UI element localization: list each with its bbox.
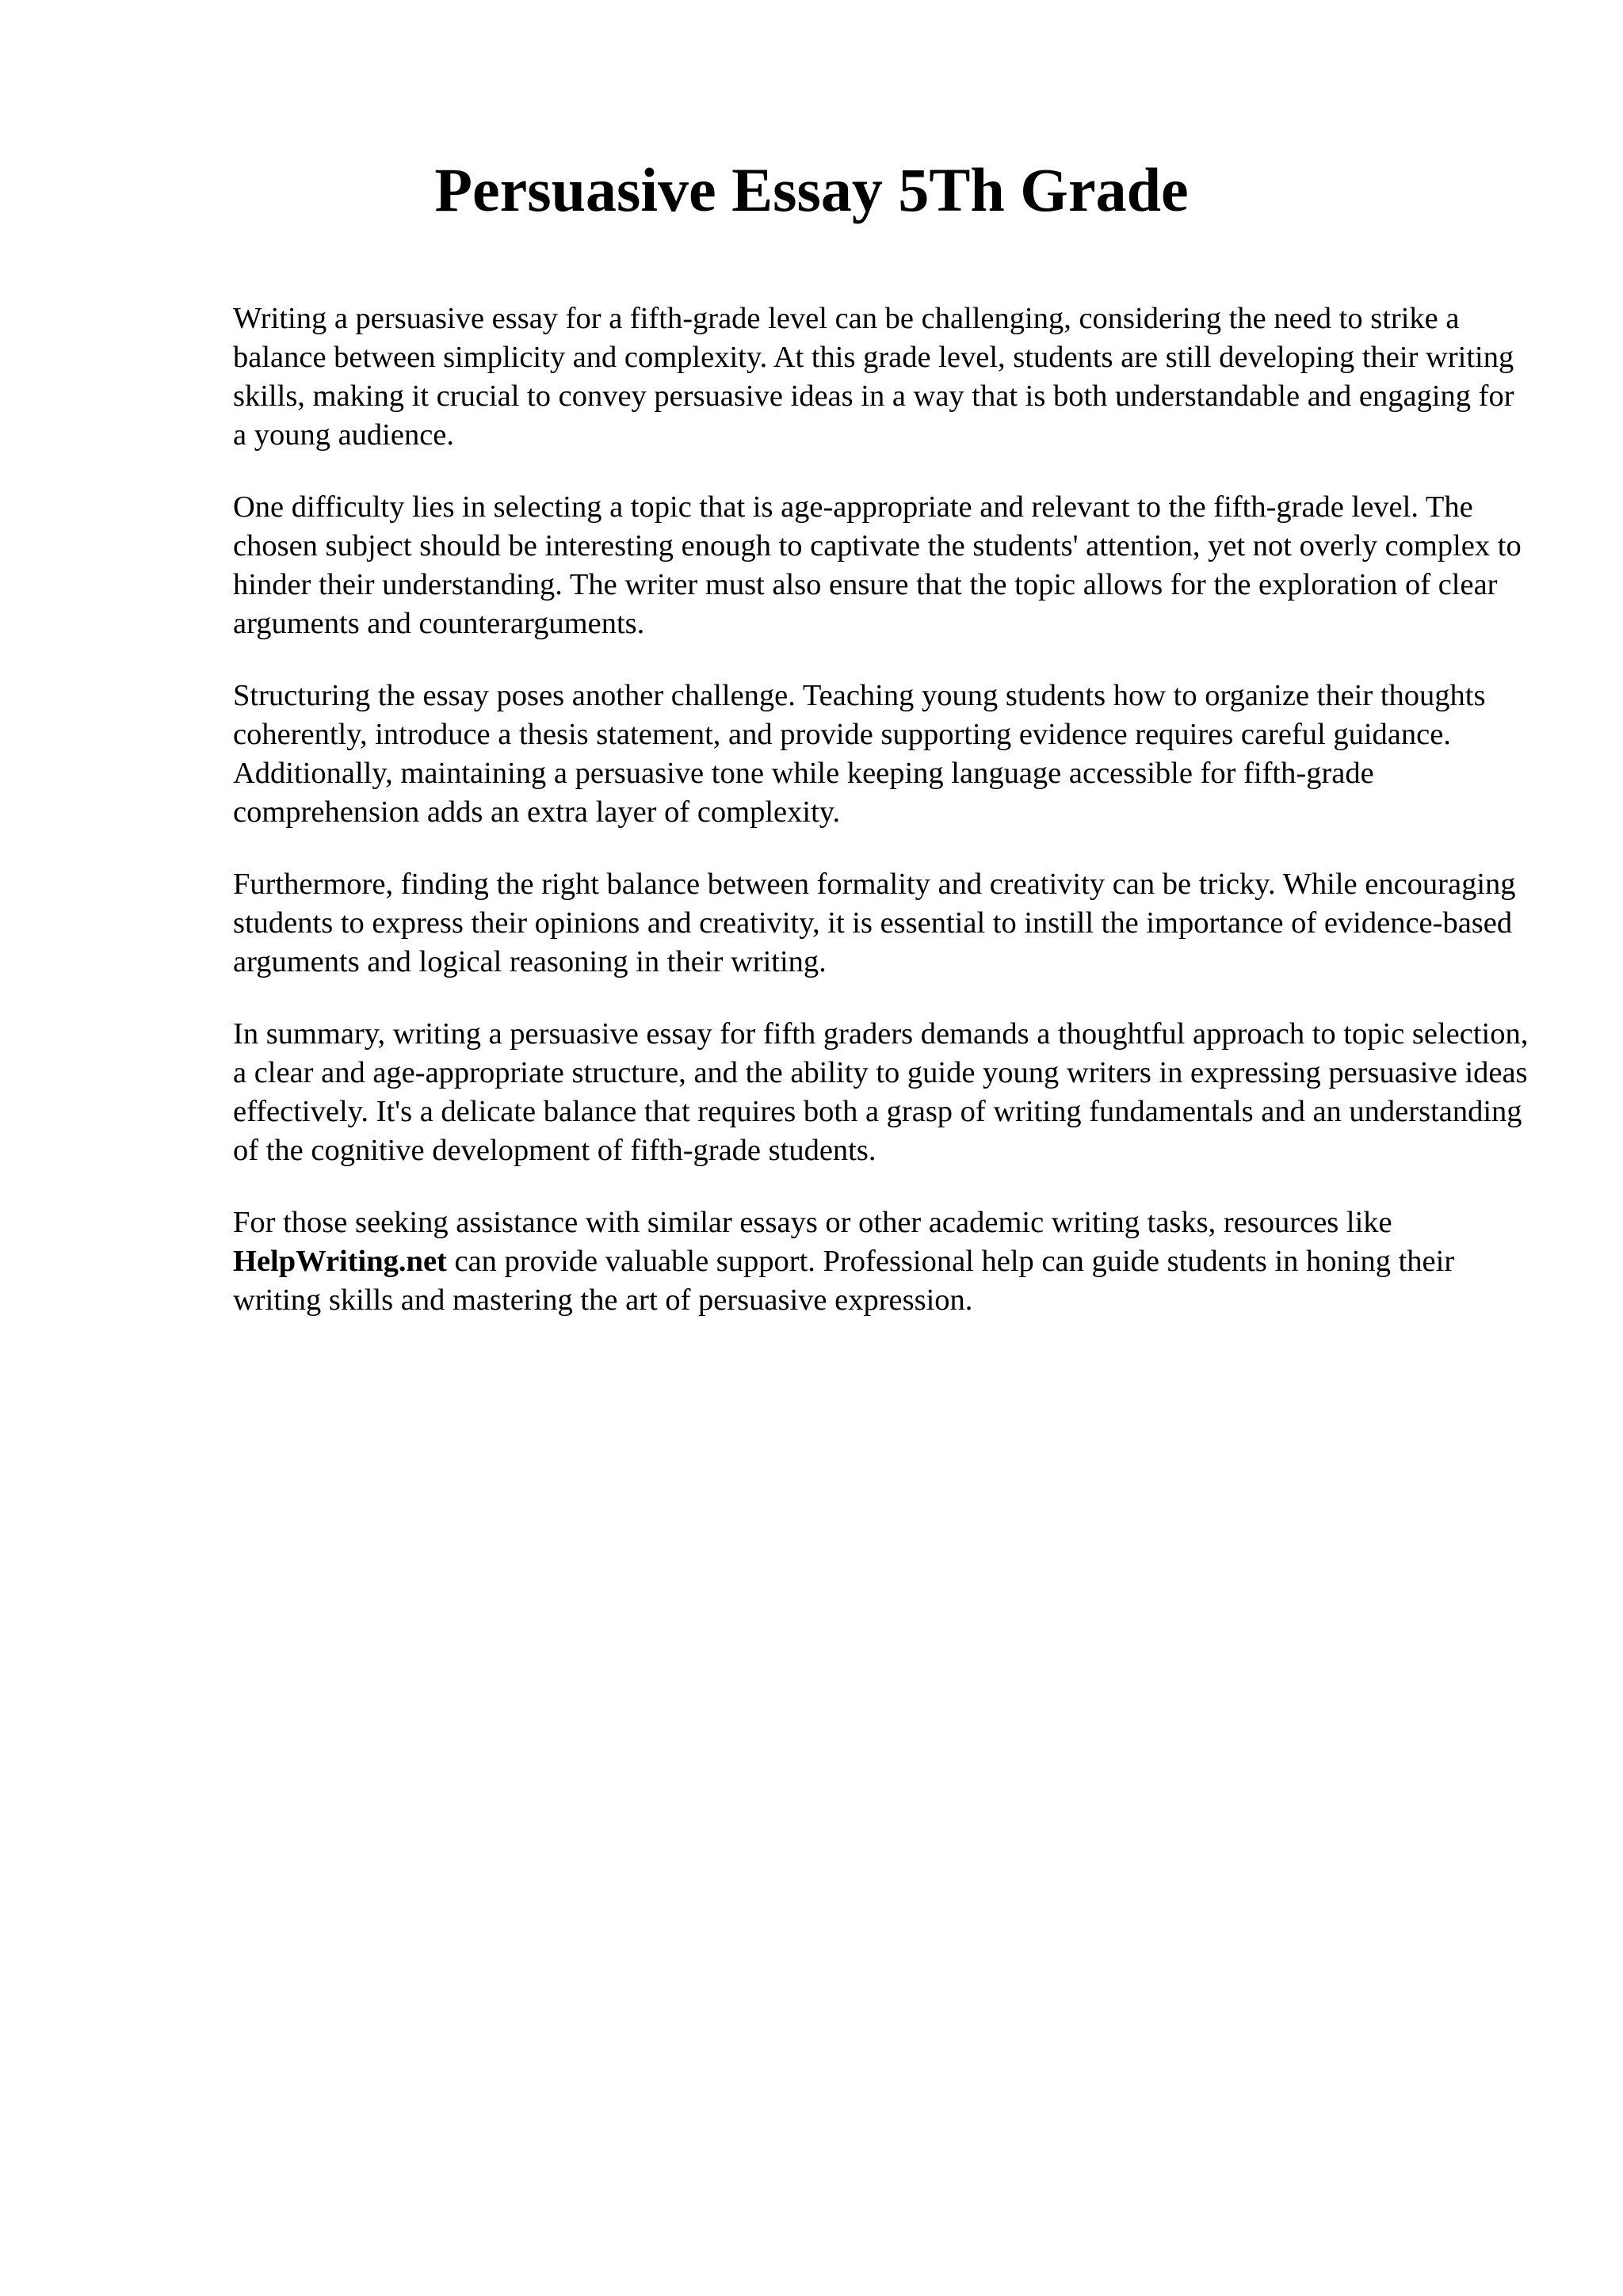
closing-text-before: For those seeking assistance with similar essays or other academic writing tasks, resources like (233, 1206, 1392, 1239)
paragraph-1: Writing a persuasive essay for a fifth-grade level can be challenging, considering the need to strike a balance between simplicity and complexity. At this grade level, students are still developing their writing skills, making it crucial to convey persuasive ideas in a way that is both understandable and engaging for a young audience. (233, 302, 1514, 452)
brand-name: HelpWriting.net (233, 1245, 447, 1278)
paragraph-5: In summary, writing a persuasive essay for fifth graders demands a thoughtful approach to topic selection, a clear and age-appropriate structure, and the ability to guide young writers in expressing persuasive ideas effectively. It's a delicate balance that requires both a grasp of writing fundamentals and an understanding of the cognitive development of fifth-grade students. (233, 1017, 1529, 1167)
document-body (233, 299, 1533, 1353)
paragraph-4: Furthermore, finding the right balance between formality and creativity can be tricky. While encouraging students to express their opinions and creativity, it is essential to instill the importance of evidence-based arguments and logical reasoning in their writing. (233, 868, 1516, 978)
paragraph-2: One difficulty lies in selecting a topic that is age-appropriate and relevant to the fifth-grade level. The chosen subject should be interesting enough to captivate the students' attention, yet not overly complex to hinder their understanding. The writer must also ensure that the topic allows for the exploration of clear arguments and counterarguments. (233, 490, 1522, 640)
document-title: Persuasive Essay 5Th Grade (434, 155, 1189, 224)
closing-paragraph (233, 1203, 1533, 1320)
paragraph-3: Structuring the essay poses another challenge. Teaching young students how to organize their thoughts coherently, introduce a thesis statement, and provide supporting evidence requires careful guidance. Additionally, maintaining a persuasive tone while keeping language accessible for fifth-grade comprehension adds an extra layer of complexity. (233, 679, 1486, 829)
closing-text-after: can provide valuable support. Professional help can guide students in honing their writing skills and mastering the art of persuasive expression. (233, 1245, 1455, 1317)
